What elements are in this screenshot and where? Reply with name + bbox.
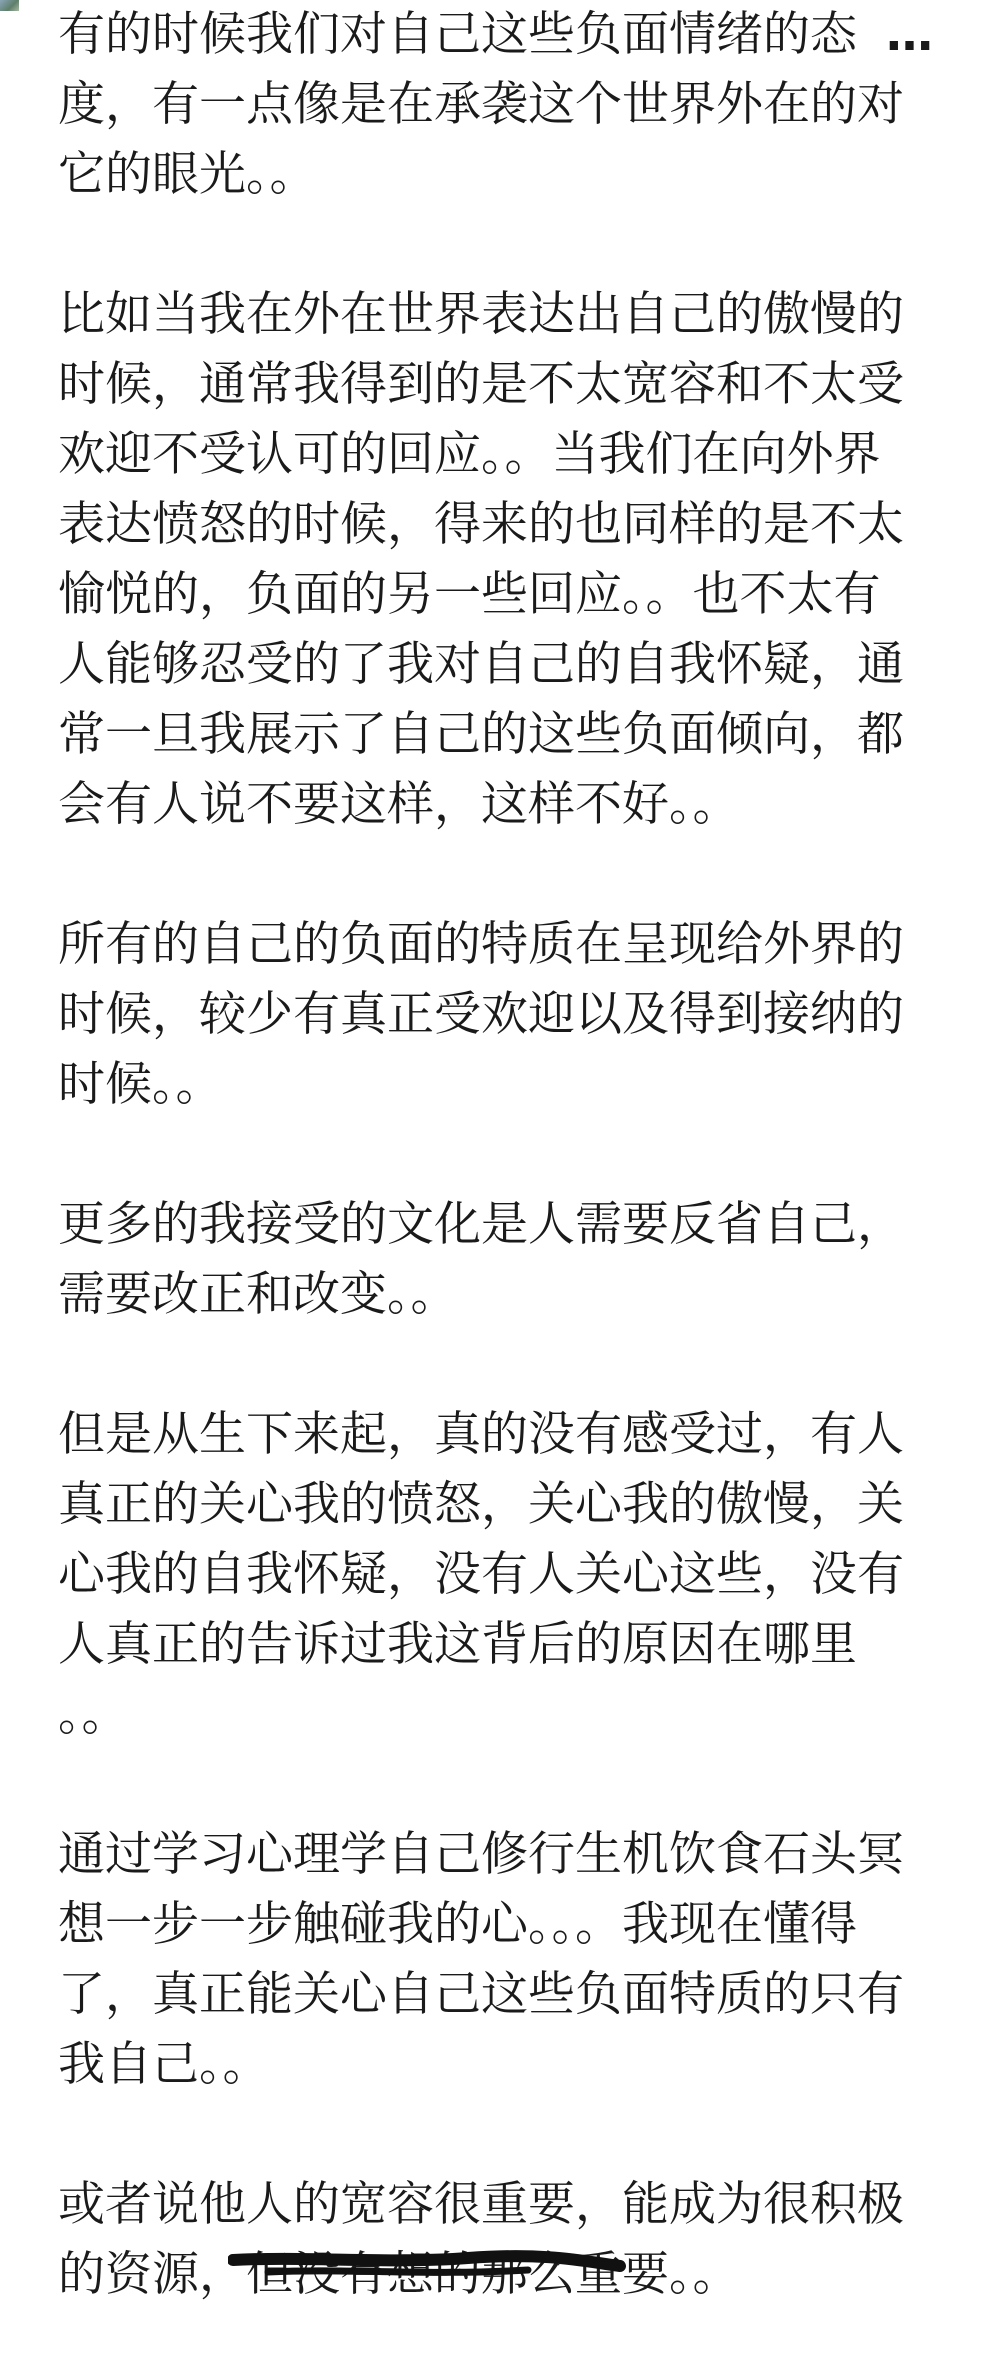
text-line: 所有的自己的负面的特质在呈现给外界的 — [58, 917, 904, 972]
text-line: 通过学习心理学自己修行生机饮食石头冥 — [58, 1827, 904, 1882]
paragraph-3 — [58, 910, 938, 1120]
text-line: 愉悦的，负面的另一些回应。。也不太有 — [58, 567, 881, 622]
paragraph-5 — [58, 1400, 938, 1750]
text-line: 时候，较少有真正受欢迎以及得到接纳的 — [58, 987, 904, 1042]
text-line: 常一旦我展示了自己的这些负面倾向，都 — [58, 707, 904, 762]
text-line: 人真正的告诉过我这背后的原因在哪里 — [58, 1617, 857, 1672]
paragraph-7 — [58, 2170, 938, 2310]
text-line: 度，有一点像是在承袭这个世界外在的对 — [58, 77, 904, 132]
post-body-text — [58, 0, 938, 2380]
paragraph-6 — [58, 1820, 938, 2100]
text-line: 有的时候我们对自己这些负面情绪的态 — [58, 7, 857, 62]
text-line: 需要改正和改变。。 — [58, 1267, 458, 1322]
text-line: 真正的关心我的愤怒，关心我的傲慢，关 — [58, 1477, 904, 1532]
text-line: 但是从生下来起，真的没有感受过，有人 — [58, 1407, 904, 1462]
edge-thumbnail-image — [0, 0, 19, 11]
paragraph-4 — [58, 1190, 938, 1330]
text-line: 更多的我接受的文化是人需要反省自己， — [58, 1197, 904, 1252]
text-line: 。。 — [58, 1687, 129, 1742]
truncation-ellipsis: … — [884, 0, 933, 70]
text-line: 了，真正能关心自己这些负面特质的只有 — [58, 1967, 904, 2022]
text-line: 或者说他人的宽容很重要，能成为很积极 — [58, 2177, 904, 2232]
text-line: 心我的自我怀疑，没有人关心这些，没有 — [58, 1547, 904, 1602]
text-line: 它的眼光。。 — [58, 147, 317, 202]
text-line: 人能够忍受的了我对自己的自我怀疑，通 — [58, 637, 904, 692]
first-line-wrapper — [58, 0, 938, 70]
text-line: 的资源，但没有想的那么重要。。 — [58, 2247, 740, 2302]
text-line: 表达愤怒的时候，得来的也同样的是不太 — [58, 497, 904, 552]
text-line: 想一步一步触碰我的心。。。我现在懂得 — [58, 1897, 857, 1952]
text-line: 时候。。 — [58, 1057, 223, 1112]
text-line: 欢迎不受认可的回应。。当我们在向外界 — [58, 427, 881, 482]
text-line: 会有人说不要这样，这样不好。。 — [58, 777, 740, 832]
text-line: 我自己。。 — [58, 2037, 270, 2092]
text-line: 时候，通常我得到的是不太宽容和不太受 — [58, 357, 904, 412]
text-line: 比如当我在外在世界表达出自己的傲慢的 — [58, 287, 904, 342]
paragraph-1 — [58, 0, 938, 210]
paragraph-2 — [58, 280, 938, 840]
